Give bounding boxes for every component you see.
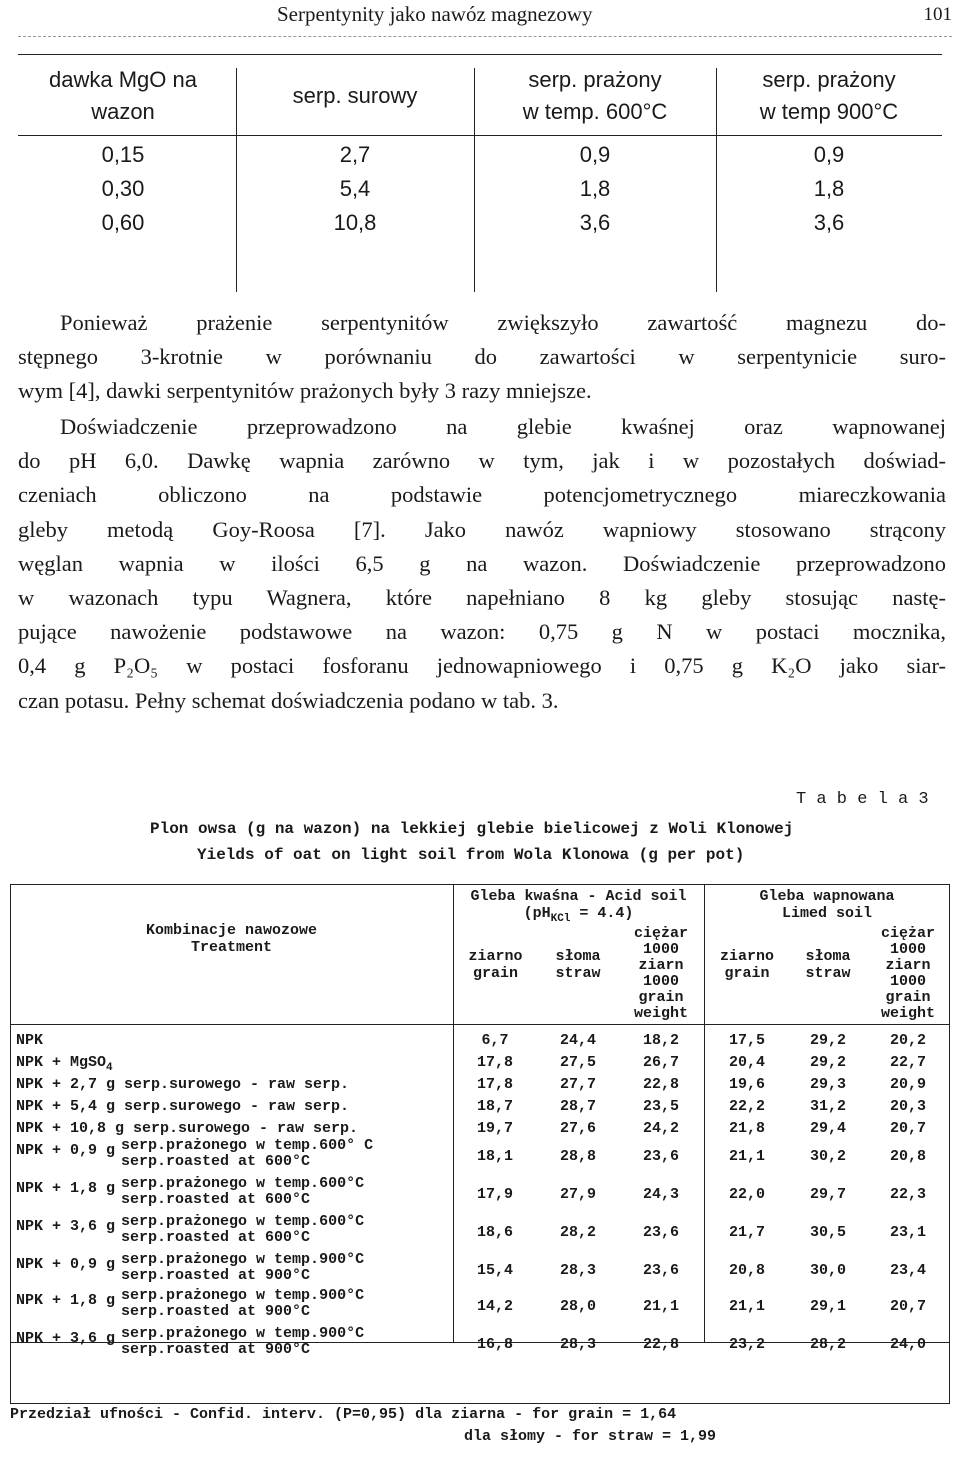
- treatment-desc: [121, 1138, 373, 1170]
- running-header: [0, 0, 960, 40]
- col-header-line: ziarno: [719, 948, 774, 965]
- yield-value: 26,7: [642, 1054, 679, 1071]
- group-acid-soil: [453, 888, 704, 925]
- yield-value: 20,4: [728, 1054, 765, 1071]
- col-header-line: grain: [472, 965, 518, 982]
- ph-value: = 4.4): [570, 905, 634, 922]
- table3-caption-pl: Plon owsa (g na wazon) na lekkiej glebie bielicowej z Woli Klonowej: [150, 820, 794, 838]
- col-header-line: grain: [885, 989, 931, 1006]
- treatment-text: NPK + 2,7 g serp.surowego - raw serp.: [16, 1076, 350, 1093]
- yield-value: 23,6: [642, 1224, 679, 1241]
- dose-cell: 1,8: [579, 176, 611, 201]
- yield-value: 17,5: [728, 1032, 765, 1049]
- text-line: czan potasu. Pełny schemat doświadczenia podano w tab. 3.: [18, 687, 559, 713]
- dose-cell: 0,9: [579, 142, 611, 167]
- col-header-line: ciężar: [880, 925, 935, 942]
- dose-cell: 0,15: [101, 142, 145, 167]
- treatment-label: [16, 1325, 365, 1358]
- dose-header-line: serp. surowy: [292, 83, 418, 108]
- yield-value: 29,3: [809, 1076, 846, 1093]
- yield-value: 23,5: [642, 1098, 679, 1115]
- paragraph-2: [18, 410, 946, 718]
- yield-value: 24,2: [642, 1120, 679, 1137]
- yield-value: 28,2: [559, 1224, 596, 1241]
- text-line: stępnego 3-krotnie w porównaniu do zawartości w serpentynicie suro-: [18, 344, 946, 370]
- col-header-line: 1000: [889, 973, 926, 990]
- treatment-label: [16, 1120, 358, 1137]
- dose-cell: 10,8: [333, 210, 377, 235]
- yield-value: 20,3: [889, 1098, 926, 1115]
- treatment-text: NPK + 5,4 g serp.surowego - raw serp.: [16, 1098, 350, 1115]
- text-line: Ponieważ prażenie serpentynitów zwiększyło zawartość magnezu do-: [60, 310, 946, 335]
- yield-value: 24,0: [889, 1336, 926, 1353]
- dose-cell: 5,4: [339, 176, 371, 201]
- yield-value: 30,0: [809, 1262, 846, 1279]
- dose-header-cell: [18, 64, 228, 128]
- treatment-desc-en: serp.roasted at 900°C: [121, 1303, 311, 1320]
- dose-cell: 0,30: [101, 176, 145, 201]
- yield-value: 19,7: [476, 1120, 513, 1137]
- col-header-line: 1000: [889, 941, 926, 958]
- yield-value: 22,2: [728, 1098, 765, 1115]
- table3-label: T a b e l a 3: [796, 790, 929, 809]
- treatment-label: [16, 1287, 365, 1320]
- yield-value: 28,8: [559, 1148, 596, 1165]
- treatment-desc-pl: serp.prażonego w temp.900°C: [121, 1325, 365, 1342]
- text-line: do pH 6,0. Dawkę wapnia zarówno w tym, jak i w pozostałych doświad-: [18, 448, 946, 474]
- treatment-label: [16, 1251, 365, 1284]
- treatment-desc-en: serp.roasted at 900°C: [121, 1267, 311, 1284]
- yield-value: 22,8: [642, 1336, 679, 1353]
- treatment-label: [16, 1032, 43, 1049]
- group-limed-pl: Gleba wapnowana: [759, 888, 895, 905]
- treatment-desc: [121, 1288, 364, 1320]
- text-line: w wazonach typu Wagnera, które napełniano 8 kg gleby stosując nastę-: [18, 584, 946, 610]
- col-header-line: ziarn: [885, 957, 931, 974]
- footnote-ci-straw: dla słomy - for straw = 1,99: [464, 1428, 717, 1445]
- col-grain-header: [453, 948, 538, 982]
- dose-header-cell: [474, 64, 716, 128]
- col-header-line: słoma: [555, 948, 601, 965]
- treatment-subscript: 4: [106, 1062, 113, 1074]
- yield-value: 21,1: [728, 1298, 765, 1315]
- col-header-line: ziarn: [638, 957, 684, 974]
- yield-value: 23,4: [889, 1262, 926, 1279]
- treatment-desc: [121, 1176, 364, 1208]
- col-header-line: straw: [555, 965, 601, 982]
- dose-header-cell: [716, 64, 942, 128]
- yield-value: 18,1: [476, 1148, 513, 1165]
- yield-value: 24,3: [642, 1186, 679, 1203]
- yield-value: 27,9: [559, 1186, 596, 1203]
- treatment-label: [16, 1137, 374, 1170]
- yield-value: 15,4: [476, 1262, 513, 1279]
- group-acid-title: Gleba kwaśna - Acid soil: [470, 888, 687, 905]
- treatment-desc-pl: serp.prażonego w temp.600°C: [121, 1213, 365, 1230]
- text-line: węglan wapnia w ilości 6,5 g na wazon. Doświadczenie przeprowadzono: [18, 550, 946, 576]
- yield-value: 29,2: [809, 1032, 846, 1049]
- yield-value: 17,8: [476, 1076, 513, 1093]
- text-line: wym [4], dawki serpentynitów prażonych były 3 razy mniejsze.: [18, 378, 592, 404]
- yield-value: 21,7: [728, 1224, 765, 1241]
- yield-value: 29,2: [809, 1054, 846, 1071]
- yield-value: 21,1: [642, 1298, 679, 1315]
- yield-value: 27,5: [559, 1054, 596, 1071]
- dose-header-cell: [236, 80, 474, 112]
- yield-value: 20,8: [728, 1262, 765, 1279]
- col-straw-header: [790, 948, 866, 982]
- text-line: 0,4 g P₂O₅ w postaci fosforanu jednowapniowego i 0,75 g K₂O jako siar-: [18, 653, 946, 679]
- treatment-desc-en: serp.roasted at 600°C: [121, 1191, 311, 1208]
- col-header-line: weight: [880, 1005, 935, 1022]
- yield-table: [10, 884, 950, 1450]
- dose-cell: 0,9: [813, 142, 845, 167]
- dose-header-line: w temp 900°C: [759, 99, 899, 124]
- treatment-label: [16, 1213, 365, 1246]
- header-rule: [18, 36, 952, 37]
- treatment-text: NPK + MgSO: [16, 1054, 107, 1071]
- dose-cell: 1,8: [813, 176, 845, 201]
- yield-value: 23,1: [889, 1224, 926, 1241]
- treatment-dose: NPK + 3,6 g: [16, 1330, 116, 1347]
- paragraph-1: [18, 306, 946, 409]
- col-header-line: grain: [724, 965, 770, 982]
- yield-value: 21,1: [728, 1148, 765, 1165]
- yield-value: 20,8: [889, 1148, 926, 1165]
- treatment-label: [16, 1076, 349, 1093]
- yield-value: 29,7: [809, 1186, 846, 1203]
- group-limed-soil: [704, 888, 950, 922]
- treatment-dose: NPK + 3,6 g: [16, 1218, 116, 1235]
- yield-value: 16,8: [476, 1336, 513, 1353]
- treatment-desc: [121, 1252, 364, 1284]
- group-limed-en: Limed soil: [781, 905, 872, 922]
- yield-value: 28,2: [809, 1336, 846, 1353]
- yield-value: 6,7: [481, 1032, 509, 1049]
- treatment-dose: NPK + 0,9 g: [16, 1142, 116, 1159]
- text-line: Doświadczenie przeprowadzono na glebie kwaśnej oraz wapnowanej: [60, 414, 946, 439]
- yield-value: 31,2: [809, 1098, 846, 1115]
- dose-header-line: w temp. 600°C: [522, 99, 668, 124]
- col-header-line: straw: [805, 965, 851, 982]
- ph-label: (pH: [523, 905, 551, 922]
- treatment-desc-en: serp.roasted at 600°C: [121, 1153, 311, 1170]
- yield-value: 18,7: [476, 1098, 513, 1115]
- col-header-line: weight: [633, 1005, 688, 1022]
- yield-value: 17,8: [476, 1054, 513, 1071]
- treatment-desc: [121, 1326, 364, 1358]
- yield-value: 23,6: [642, 1148, 679, 1165]
- yield-value: 24,4: [559, 1032, 596, 1049]
- table3-caption-en: Yields of oat on light soil from Wola Klonowa (g per pot): [197, 846, 745, 864]
- dose-cell: 3,6: [579, 210, 611, 235]
- dose-header-line: serp. prażony: [528, 67, 662, 92]
- col-straw-header: [538, 948, 618, 982]
- dose-header-line: wazon: [91, 99, 155, 124]
- dose-cell: 0,60: [101, 210, 145, 235]
- yield-value: 30,5: [809, 1224, 846, 1241]
- treatment-desc: [121, 1214, 364, 1246]
- yield-value: 18,2: [642, 1032, 679, 1049]
- dose-header-line: dawka MgO na: [49, 67, 197, 92]
- stub-header: [10, 922, 453, 956]
- stub-header-en: Treatment: [190, 939, 272, 956]
- yield-value: 30,2: [809, 1148, 846, 1165]
- stub-header-pl: Kombinacje nawozowe: [145, 922, 318, 939]
- col-weight-header: [618, 926, 704, 1022]
- yield-value: 29,1: [809, 1298, 846, 1315]
- treatment-text: NPK + 10,8 g serp.surowego - raw serp.: [16, 1120, 359, 1137]
- yield-value: 22,0: [728, 1186, 765, 1203]
- ph-sub: KCl: [550, 913, 571, 925]
- yield-value: 19,6: [728, 1076, 765, 1093]
- treatment-desc-pl: serp.prażonego w temp.600°C: [121, 1175, 365, 1192]
- yield-value: 29,4: [809, 1120, 846, 1137]
- yield-value: 20,7: [889, 1298, 926, 1315]
- page-number: 101: [923, 4, 952, 25]
- footnote-ci-grain: Przedział ufności - Confid. interv. (P=0,95) dla ziarna - for grain = 1,64: [10, 1406, 677, 1423]
- yield-value: 14,2: [476, 1298, 513, 1315]
- yield-value: 28,7: [559, 1098, 596, 1115]
- yield-value: 17,9: [476, 1186, 513, 1203]
- yield-value: 23,6: [642, 1262, 679, 1279]
- treatment-label: [16, 1054, 113, 1074]
- yield-value: 21,8: [728, 1120, 765, 1137]
- treatment-dose: NPK + 1,8 g: [16, 1292, 116, 1309]
- yield-value: 23,2: [728, 1336, 765, 1353]
- col-grain-header: [704, 948, 790, 982]
- col-weight-header: [866, 926, 950, 1022]
- col-header-line: 1000: [642, 973, 679, 990]
- group-acid-ph: [453, 905, 704, 925]
- treatment-dose: NPK + 1,8 g: [16, 1180, 116, 1197]
- yield-table-header-rule: [10, 1024, 950, 1025]
- yield-value: 28,3: [559, 1336, 596, 1353]
- yield-value: 28,3: [559, 1262, 596, 1279]
- yield-value: 18,6: [476, 1224, 513, 1241]
- yield-value: 28,0: [559, 1298, 596, 1315]
- treatment-label: [16, 1175, 365, 1208]
- yield-value: 22,3: [889, 1186, 926, 1203]
- treatment-text: NPK: [16, 1032, 44, 1049]
- running-title: Serpentynity jako nawóz magnezowy: [277, 2, 593, 26]
- col-header-line: 1000: [642, 941, 679, 958]
- treatment-desc-en: serp.roasted at 600°C: [121, 1229, 311, 1246]
- dose-cell: 2,7: [339, 142, 371, 167]
- text-line: pujące nawożenie podstawowe na wazon: 0,75 g N w postaci mocznika,: [18, 619, 946, 645]
- treatment-desc-pl: serp.prażonego w temp.900°C: [121, 1287, 365, 1304]
- dose-cell: 3,6: [813, 210, 845, 235]
- treatment-dose: NPK + 0,9 g: [16, 1256, 116, 1273]
- yield-value: 20,7: [889, 1120, 926, 1137]
- col-header-line: ciężar: [633, 925, 688, 942]
- treatment-desc-pl: serp.prażonego w temp.600° C: [121, 1137, 374, 1154]
- col-header-line: grain: [638, 989, 684, 1006]
- treatment-desc-en: serp.roasted at 900°C: [121, 1341, 311, 1358]
- treatment-label: [16, 1098, 349, 1115]
- text-line: czeniach obliczono na podstawie potencjometrycznego miareczkowania: [18, 482, 946, 508]
- yield-value: 22,7: [889, 1054, 926, 1071]
- dose-header-line: serp. prażony: [762, 67, 896, 92]
- treatment-desc-pl: serp.prażonego w temp.900°C: [121, 1251, 365, 1268]
- text-line: gleby metodą Goy-Roosa [7]. Jako nawóz wapniowy stosowano strącony: [18, 516, 946, 542]
- yield-value: 20,2: [889, 1032, 926, 1049]
- yield-value: 27,7: [559, 1076, 596, 1093]
- yield-value: 22,8: [642, 1076, 679, 1093]
- yield-value: 27,6: [559, 1120, 596, 1137]
- col-header-line: słoma: [805, 948, 851, 965]
- col-header-line: ziarno: [468, 948, 523, 965]
- yield-value: 20,9: [889, 1076, 926, 1093]
